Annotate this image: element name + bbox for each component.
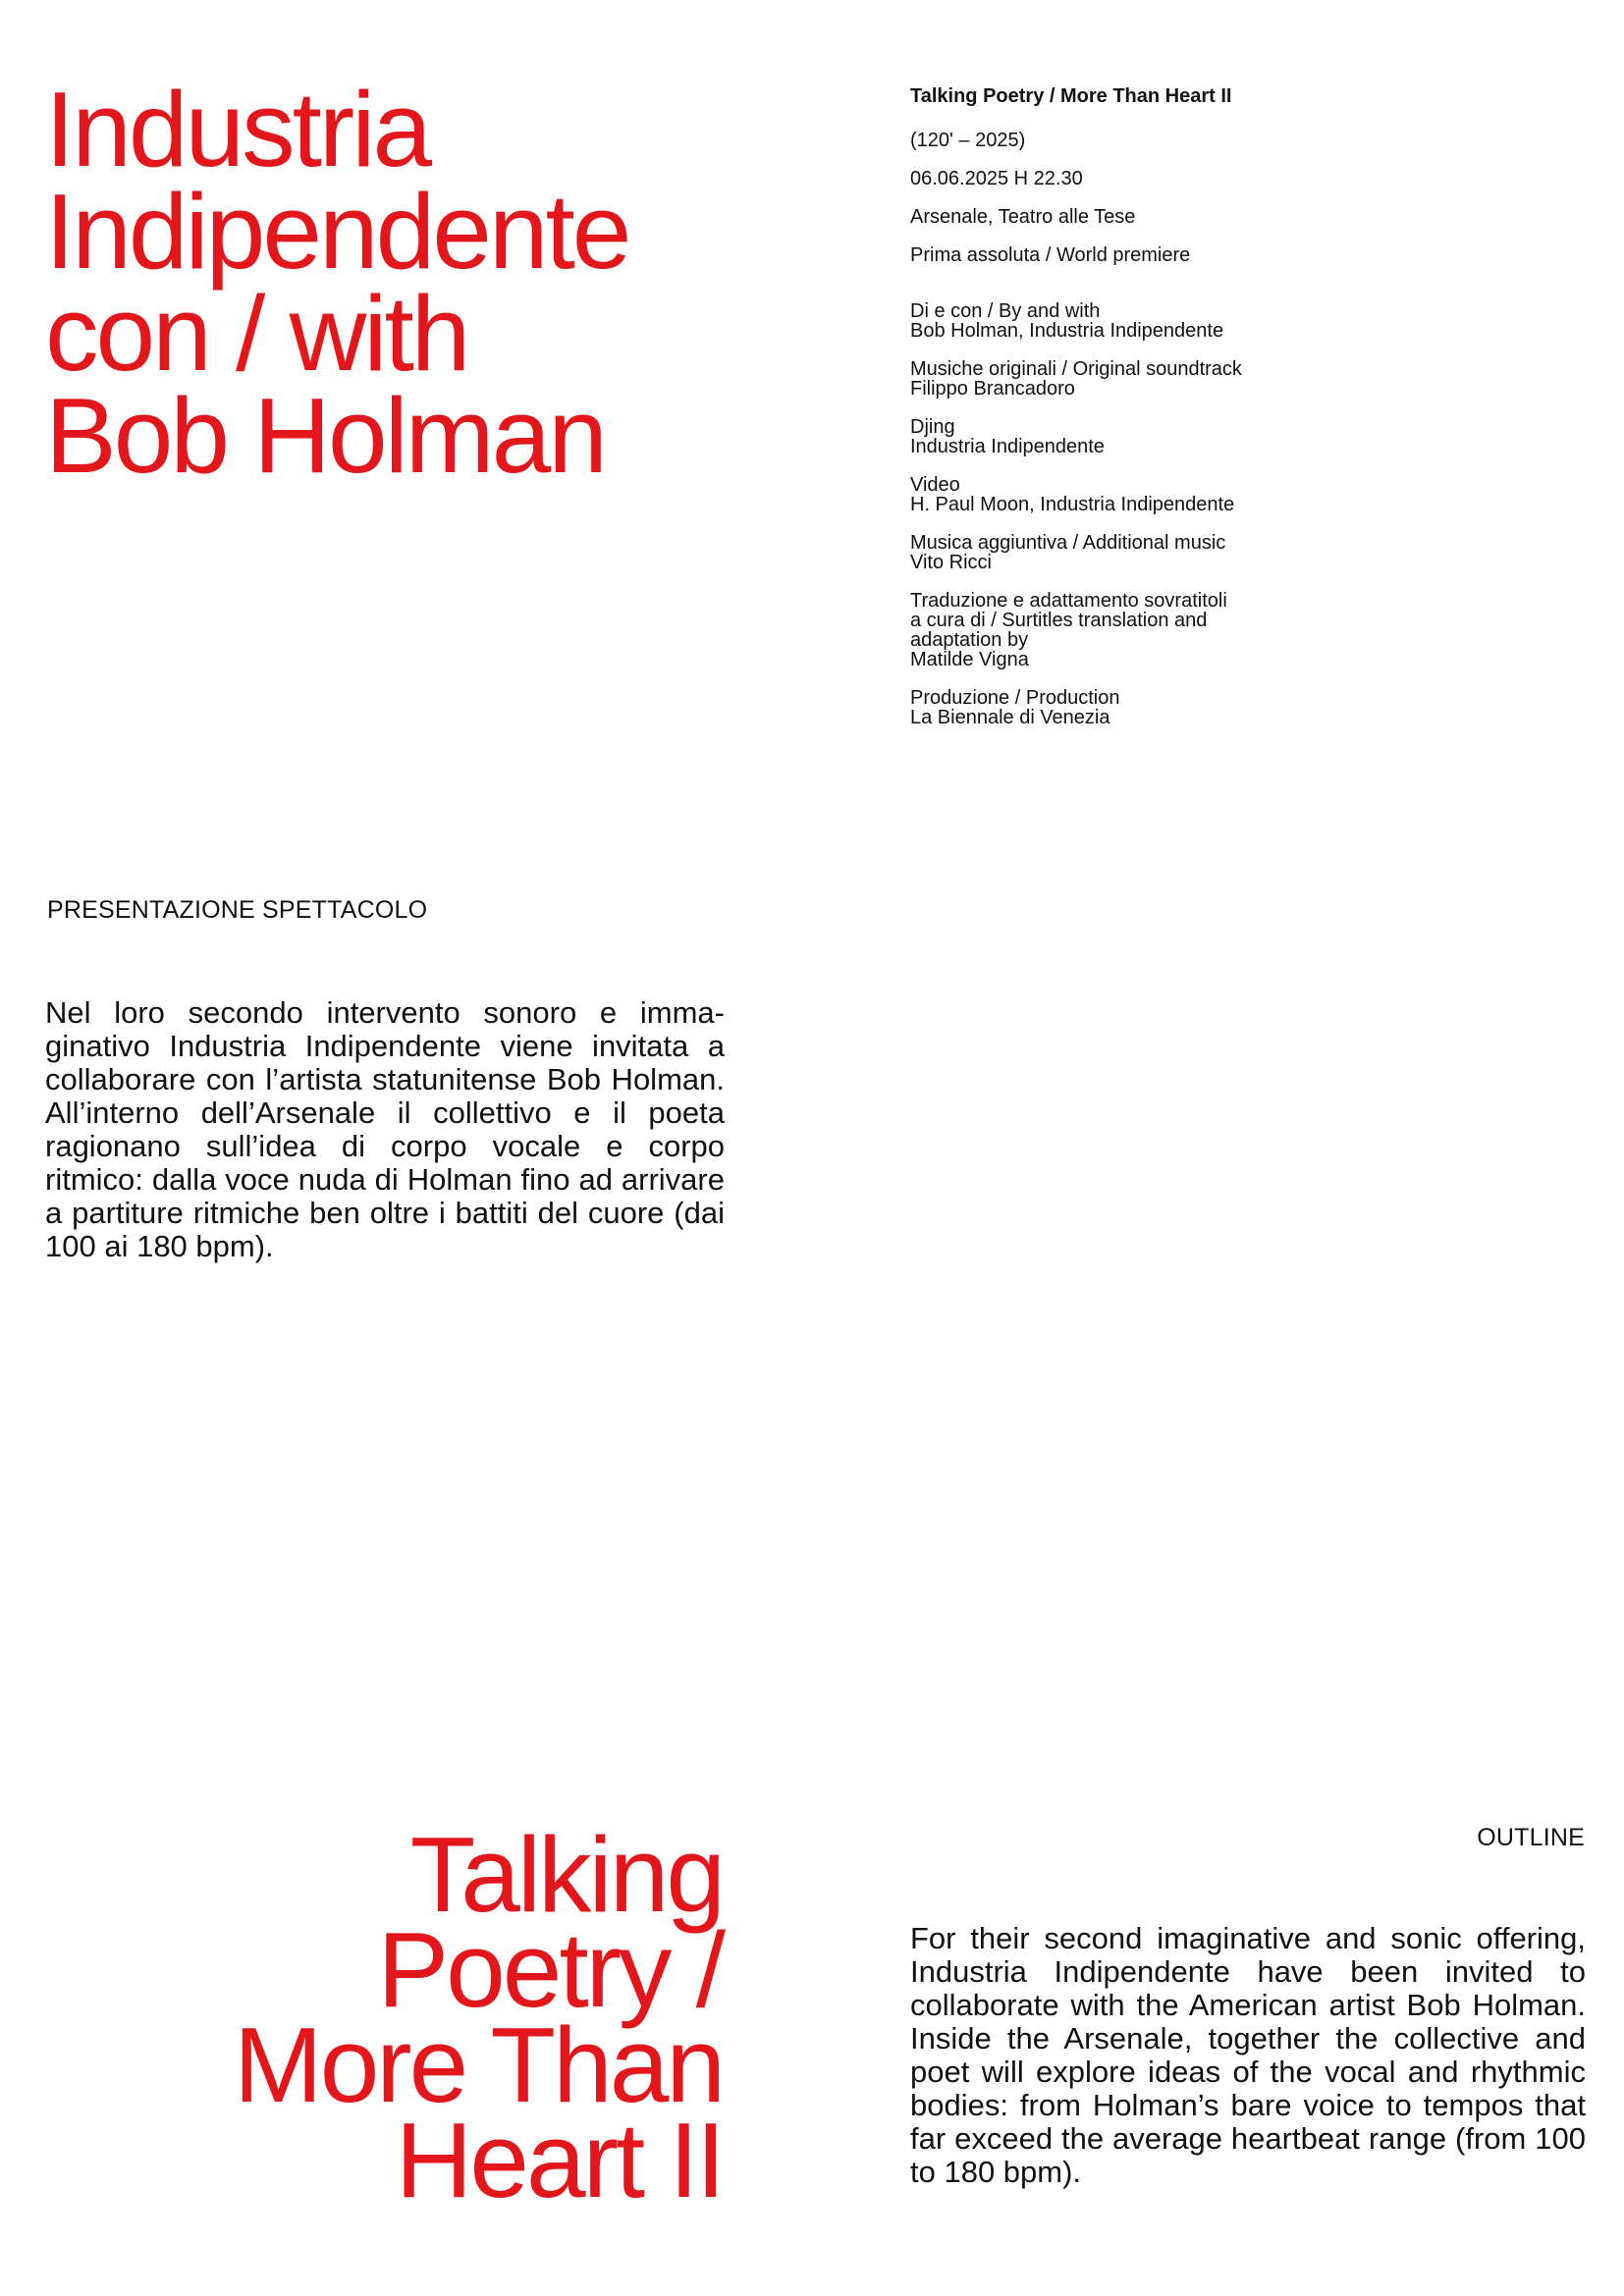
- bottom-title-line: Heart II: [395, 2101, 723, 2220]
- bottom-title-line: More Than: [233, 2005, 723, 2125]
- bottom-title: [0, 1815, 723, 2220]
- credit-role: Musiche originali / Original soundtrack: [910, 358, 1242, 380]
- credit-names: Industria Indipendente: [910, 436, 1105, 457]
- credits-panel: [910, 86, 1362, 746]
- credit-names: Vito Ricci: [910, 552, 992, 573]
- credit-block: [910, 301, 1362, 341]
- duration: (120' – 2025): [910, 130, 1026, 151]
- credit-block: [910, 417, 1362, 456]
- presentation-label: PRESENTAZIONE SPETTACOLO: [47, 896, 428, 924]
- credit-block: [910, 591, 1362, 669]
- main-title-line: Indipendente: [45, 172, 629, 292]
- premiere: Prima assoluta / World premiere: [910, 244, 1191, 266]
- credit-names: La Biennale di Venezia: [910, 707, 1110, 728]
- main-title: [45, 70, 850, 496]
- credit-names: Matilde Vigna: [910, 649, 1029, 670]
- credit-block: [910, 688, 1362, 727]
- main-title-line: Industria: [45, 70, 430, 189]
- credit-names: Bob Holman, Industria Indipendente: [910, 320, 1224, 342]
- bottom-title-line: Talking: [409, 1815, 723, 1935]
- outline-label: OUTLINE: [1477, 1824, 1585, 1851]
- main-title-line: Bob Holman: [45, 376, 605, 496]
- credit-names: Filippo Brancadoro: [910, 378, 1075, 400]
- credit-block: [910, 475, 1362, 514]
- credit-block: [910, 533, 1362, 572]
- outline-text: For their second imaginative and sonic offering, Industria Indipendente have been invited to collaborate with the American artist Bob Holman. Inside the Arsenale, together the collective and poet will explore ideas of the vocal and rhythmic bodies: from Holman’s bare voice to tempos that far exceed the average heartbeat range (from 100 to 180 bpm).: [910, 1921, 1586, 2189]
- credit-role: Produzione / Production: [910, 687, 1120, 709]
- credit-role: Video: [910, 474, 960, 496]
- credit-names: H. Paul Moon, Industria Indipendente: [910, 494, 1235, 515]
- credit-role: Djing: [910, 416, 955, 438]
- credit-role: Musica aggiuntiva / Additional music: [910, 532, 1226, 554]
- credit-block: [910, 359, 1362, 399]
- presentation-text: Nel loro secondo intervento sonoro e immaginativo Industria Indipendente viene invitata a collaborare con l’artista statunitense Bob Holman. All’interno dell’Arsenale il collettivo e il poeta ragionano sull’idea di corpo vocale e corpo ritmico: dalla voce nuda di Holman fino ad arrivare a partiture ritmiche ben oltre i battiti del cuore (dai 100 ai 180 bpm).: [45, 995, 725, 1263]
- show-title: Talking Poetry / More Than Heart II: [910, 85, 1232, 107]
- bottom-title-line: Poetry /: [377, 1910, 723, 2030]
- main-title-line: con / with: [45, 274, 468, 394]
- date-time: 06.06.2025 H 22.30: [910, 168, 1083, 189]
- credit-role: Di e con / By and with: [910, 300, 1101, 322]
- credit-role: Traduzione e adattamento sovratitoli a cura di / Surtitles translation and adaptation by: [910, 590, 1227, 651]
- venue: Arsenale, Teatro alle Tese: [910, 206, 1136, 228]
